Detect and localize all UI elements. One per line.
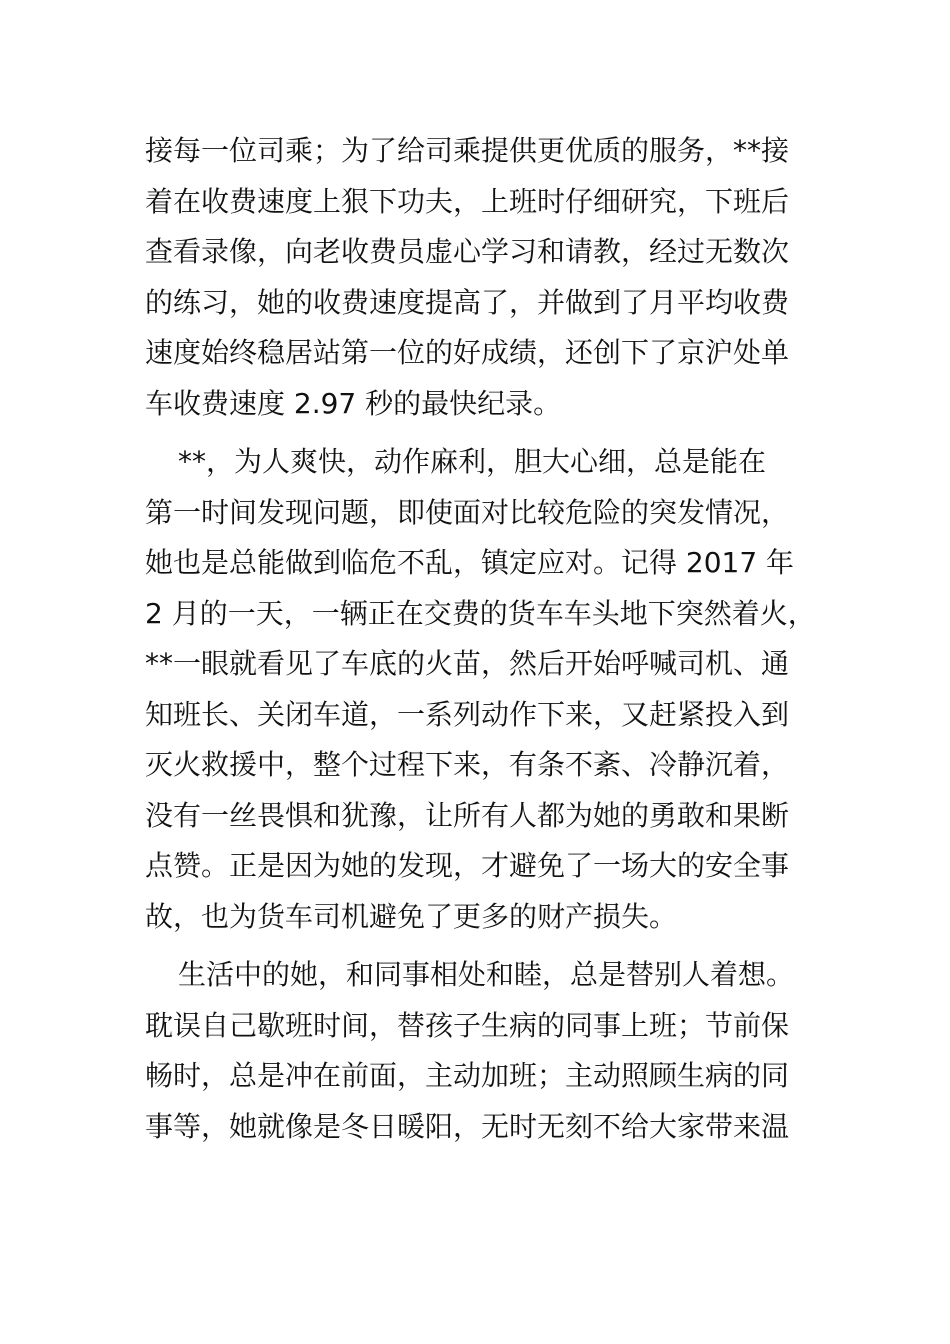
document-body [145, 126, 825, 1152]
paragraph-3-line-3: 畅时，总是冲在前面，主动加班；主动照顾生病的同 [145, 1059, 790, 1092]
paragraph-spacer [145, 942, 825, 950]
paragraph-1-line-2: 着在收费速度上狠下功夫，上班时仔细研究，下班后 [145, 184, 790, 218]
paragraph-2-line-9: 点赞。正是因为她的发现，才避免了一场大的安全事 [145, 849, 790, 882]
paragraph-2-line-3: 她也是总能做到临危不乱，镇定应对。记得 2017 年 [145, 546, 795, 579]
paragraph-3-line-4: 事等，她就像是冬日暖阳，无时无刻不给大家带来温 [145, 1109, 790, 1143]
paragraph-2-line-10: 故，也为货车司机避免了更多的财产损失。 [145, 899, 678, 933]
paragraph-2-line-6: 知班长、关闭车道，一系列动作下来，又赶紧投入到 [145, 697, 790, 731]
paragraph-3-line-2: 耽误自己歇班时间，替孩子生病的同事上班；节前保 [145, 1008, 790, 1042]
paragraph-1-line-1: 接每一位司乘；为了给司乘提供更优质的服务，**接 [145, 134, 790, 167]
paragraph-1-line-4: 的练习，她的收费速度提高了，并做到了月平均收费 [145, 285, 790, 319]
paragraph-3-line-1: 生活中的她，和同事相处和睦，总是替别人着想。 [178, 958, 795, 991]
paragraph-2-line-4: 2 月的一天，一辆正在交费的货车车头地下突然着火， [145, 596, 816, 630]
paragraph-1-line-5: 速度始终稳居站第一位的好成绩，还创下了京沪处单 [145, 336, 790, 369]
paragraph-1-line-6: 车收费速度 2.97 秒的最快纪录。 [145, 386, 562, 420]
paragraph-2-line-1: **，为人爽快，动作麻利，胆大心细，总是能在 [178, 445, 767, 478]
paragraph-spacer [145, 429, 825, 437]
paragraph-2-line-5: **一眼就看见了车底的火苗，然后开始呼喊司机、通 [145, 647, 790, 680]
paragraph-2-line-2: 第一时间发现问题，即使面对比较危险的突发情况， [145, 495, 790, 529]
paragraph-2-line-8: 没有一丝畏惧和犹豫，让所有人都为她的勇敢和果断 [145, 798, 790, 832]
paragraph-2-line-7: 灭火救援中，整个过程下来，有条不紊、冷静沉着， [145, 748, 790, 781]
paragraph-1-line-3: 查看录像，向老收费员虚心学习和请教，经过无数次 [145, 235, 790, 268]
